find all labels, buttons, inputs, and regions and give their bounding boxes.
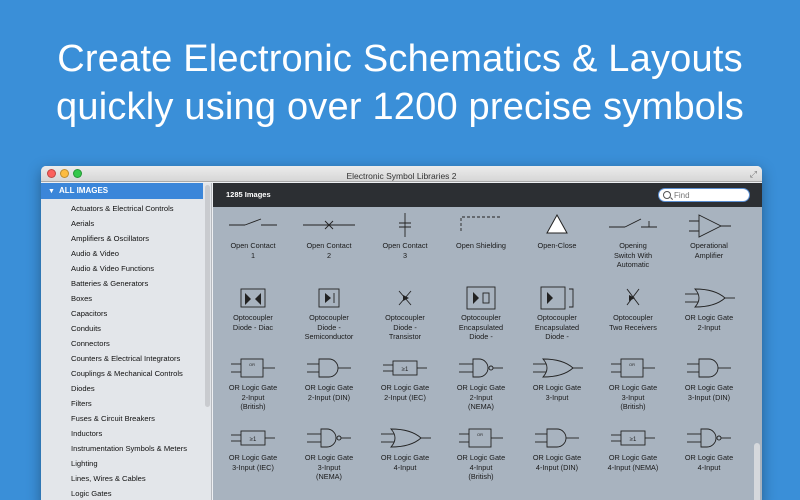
box-or-icon: [221, 353, 285, 381]
svg-text:OR: OR: [629, 362, 635, 367]
symbol-tile[interactable]: [291, 353, 367, 402]
symbol-label: OR Logic Gate 4-Input (NEMA): [607, 453, 659, 472]
symbol-label: Open Contact 3: [382, 241, 428, 260]
symbol-tile[interactable]: [519, 353, 595, 402]
svg-text:OR: OR: [477, 432, 483, 437]
fullscreen-icon[interactable]: ⤢: [749, 169, 757, 179]
iec-or-icon: [221, 423, 285, 451]
sidebar-scrollbar[interactable]: [204, 183, 211, 413]
symbol-label: OR Logic Gate 2-Input (British): [228, 383, 278, 411]
svg-text:OR: OR: [249, 362, 255, 367]
main-scroll-thumb[interactable]: [754, 443, 760, 500]
din-or-icon: [677, 353, 741, 381]
symbol-label: Optocoupler Two Receivers: [609, 313, 657, 332]
symbol-tile[interactable]: [443, 211, 519, 251]
sidebar-item[interactable]: Aerials: [71, 219, 95, 228]
symbol-label: Open Shielding: [456, 241, 506, 250]
symbol-tile[interactable]: [443, 423, 519, 482]
sidebar-item[interactable]: Boxes: [71, 294, 93, 303]
symbol-label: OR Logic Gate 4-Input (British): [456, 453, 506, 481]
symbol-tile[interactable]: [215, 423, 291, 472]
sidebar-item[interactable]: Fuses & Circuit Breakers: [71, 414, 155, 423]
disclosure-triangle-icon[interactable]: ▼: [48, 188, 55, 195]
symbol-label: Optocoupler Encapsulated Diode -: [458, 313, 504, 341]
search-field[interactable]: [658, 188, 750, 202]
symbol-label: OR Logic Gate 2-Input (DIN): [304, 383, 354, 402]
symbol-tile[interactable]: [671, 283, 747, 332]
symbol-tile[interactable]: [215, 283, 291, 332]
open-contact-2-icon: [297, 211, 361, 239]
sidebar-item[interactable]: Amplifiers & Oscillators: [71, 234, 150, 243]
symbol-label: Optocoupler Diode - Diac: [232, 313, 274, 332]
symbol-label: Optocoupler Encapsulated Diode -: [534, 313, 580, 341]
open-contact-3-icon: [373, 211, 437, 239]
sidebar-item[interactable]: Capacitors: [71, 309, 108, 318]
opto-semi-icon: [297, 283, 361, 311]
opto-encap-1-icon: [449, 283, 513, 311]
box-or-icon: [601, 353, 665, 381]
open-shielding-icon: [449, 211, 513, 239]
symbol-label: OR Logic Gate 2-Input (IEC): [380, 383, 430, 402]
close-button[interactable]: [47, 169, 56, 178]
symbol-tile[interactable]: [367, 353, 443, 402]
sidebar-item[interactable]: Audio & Video Functions: [71, 264, 155, 273]
symbol-tile[interactable]: [367, 283, 443, 342]
svg-text:≥1: ≥1: [401, 367, 409, 373]
svg-text:≥1: ≥1: [629, 437, 637, 443]
sidebar-item[interactable]: Connectors: [71, 339, 110, 348]
image-count: 1285 Images: [226, 190, 271, 199]
symbol-label: Open Contact 1: [230, 241, 276, 260]
sidebar: [41, 183, 212, 500]
sidebar-list: [41, 199, 211, 500]
sidebar-item-all-images[interactable]: [41, 183, 203, 199]
opening-switch-icon: [601, 211, 665, 239]
or-gate-icon: [373, 423, 437, 451]
symbol-tile[interactable]: [671, 423, 747, 472]
open-close-icon: [525, 211, 589, 239]
search-icon: [663, 191, 671, 199]
window-controls: [47, 169, 82, 178]
sidebar-item[interactable]: Couplings & Mechanical Controls: [71, 369, 183, 378]
nema-or-icon: [677, 423, 741, 451]
headline-line-2: quickly using over 1200 precise symbols: [56, 86, 744, 128]
symbol-tile[interactable]: [291, 423, 367, 482]
symbol-tile[interactable]: [291, 211, 367, 260]
symbol-label: OR Logic Gate 2-Input (NEMA): [456, 383, 506, 411]
main-panel: [213, 183, 762, 500]
symbol-tile[interactable]: [595, 283, 671, 332]
opto-two-icon: [601, 283, 665, 311]
op-amp-icon: [677, 211, 741, 239]
sidebar-item[interactable]: Conduits: [71, 324, 101, 333]
symbol-label: Optocoupler Diode - Semiconductor: [304, 313, 354, 341]
symbol-tile[interactable]: [595, 211, 671, 270]
symbol-tile[interactable]: [671, 353, 747, 402]
sidebar-item[interactable]: Lighting: [71, 459, 98, 468]
headline-line-1: Create Electronic Schematics & Layouts: [57, 38, 743, 80]
symbol-label: OR Logic Gate 4-Input: [684, 453, 734, 472]
sidebar-item[interactable]: Batteries & Generators: [71, 279, 149, 288]
or-gate-icon: [677, 283, 741, 311]
symbol-tile[interactable]: [443, 353, 519, 412]
sidebar-item[interactable]: Inductors: [71, 429, 103, 438]
title-bar: [41, 166, 762, 182]
sidebar-item[interactable]: Diodes: [71, 384, 95, 393]
symbol-label: Opening Switch With Automatic: [613, 241, 653, 269]
symbol-label: Optocoupler Diode - Transistor: [385, 313, 425, 341]
symbol-tile[interactable]: [215, 211, 291, 260]
symbol-tile[interactable]: [367, 423, 443, 472]
app-window: [41, 166, 762, 500]
sidebar-item[interactable]: Counters & Electrical Integrators: [71, 354, 181, 363]
symbol-label: OR Logic Gate 4-Input (DIN): [532, 453, 582, 472]
sidebar-item[interactable]: Audio & Video: [71, 249, 119, 258]
symbol-tile[interactable]: [443, 283, 519, 342]
minimize-button[interactable]: [60, 169, 69, 178]
window-title: Electronic Symbol Libraries 2: [346, 171, 457, 181]
opto-diac-icon: [221, 283, 285, 311]
symbol-label: OR Logic Gate 3-Input (IEC): [228, 453, 278, 472]
symbol-label: OR Logic Gate 3-Input (British): [608, 383, 658, 411]
opto-encap-2-icon: [525, 283, 589, 311]
zoom-button[interactable]: [73, 169, 82, 178]
symbol-label: OR Logic Gate 2-Input: [684, 313, 734, 332]
sidebar-header-label: ALL IMAGES: [58, 186, 109, 195]
symbol-label: OR Logic Gate 4-Input: [380, 453, 430, 472]
box-or-icon: [449, 423, 513, 451]
symbol-label: Operational Amplifier: [690, 241, 728, 260]
symbol-label: OR Logic Gate 3-Input (NEMA): [304, 453, 354, 481]
symbol-tile[interactable]: [519, 283, 595, 342]
symbol-tile[interactable]: [367, 211, 443, 260]
symbol-label: Open Contact 2: [306, 241, 352, 260]
symbol-tile[interactable]: [291, 283, 367, 342]
opto-transistor-icon: [373, 283, 437, 311]
din-or-icon: [297, 353, 361, 381]
sidebar-scroll-thumb[interactable]: [205, 185, 210, 407]
symbol-tile[interactable]: [671, 211, 747, 260]
svg-text:≥1: ≥1: [249, 437, 257, 443]
symbol-label: Open-Close: [537, 241, 577, 250]
iec-or-icon: [373, 353, 437, 381]
nema-or-icon: [449, 353, 513, 381]
symbol-tile[interactable]: [595, 423, 671, 472]
symbol-label: OR Logic Gate 3-Input: [532, 383, 582, 402]
symbol-tile[interactable]: [595, 353, 671, 412]
open-contact-1-icon: [221, 211, 285, 239]
symbol-tile[interactable]: [519, 211, 595, 251]
nema-or-icon: [297, 423, 361, 451]
or-gate-icon: [525, 353, 589, 381]
sidebar-item[interactable]: Actuators & Electrical Controls: [71, 204, 174, 213]
sidebar-item[interactable]: Filters: [71, 399, 92, 408]
sidebar-item[interactable]: Instrumentation Symbols & Meters: [71, 444, 188, 453]
iec-or-icon: [601, 423, 665, 451]
main-scrollbar[interactable]: [752, 207, 762, 500]
symbol-tile[interactable]: [519, 423, 595, 472]
symbol-label: OR Logic Gate 3-Input (DIN): [684, 383, 734, 402]
symbol-tile[interactable]: [215, 353, 291, 412]
din-or-icon: [525, 423, 589, 451]
toolbar: [213, 183, 762, 207]
sidebar-item[interactable]: Lines, Wires & Cables: [71, 474, 146, 483]
search-input[interactable]: [674, 191, 744, 200]
sidebar-item[interactable]: Logic Gates: [71, 489, 112, 498]
